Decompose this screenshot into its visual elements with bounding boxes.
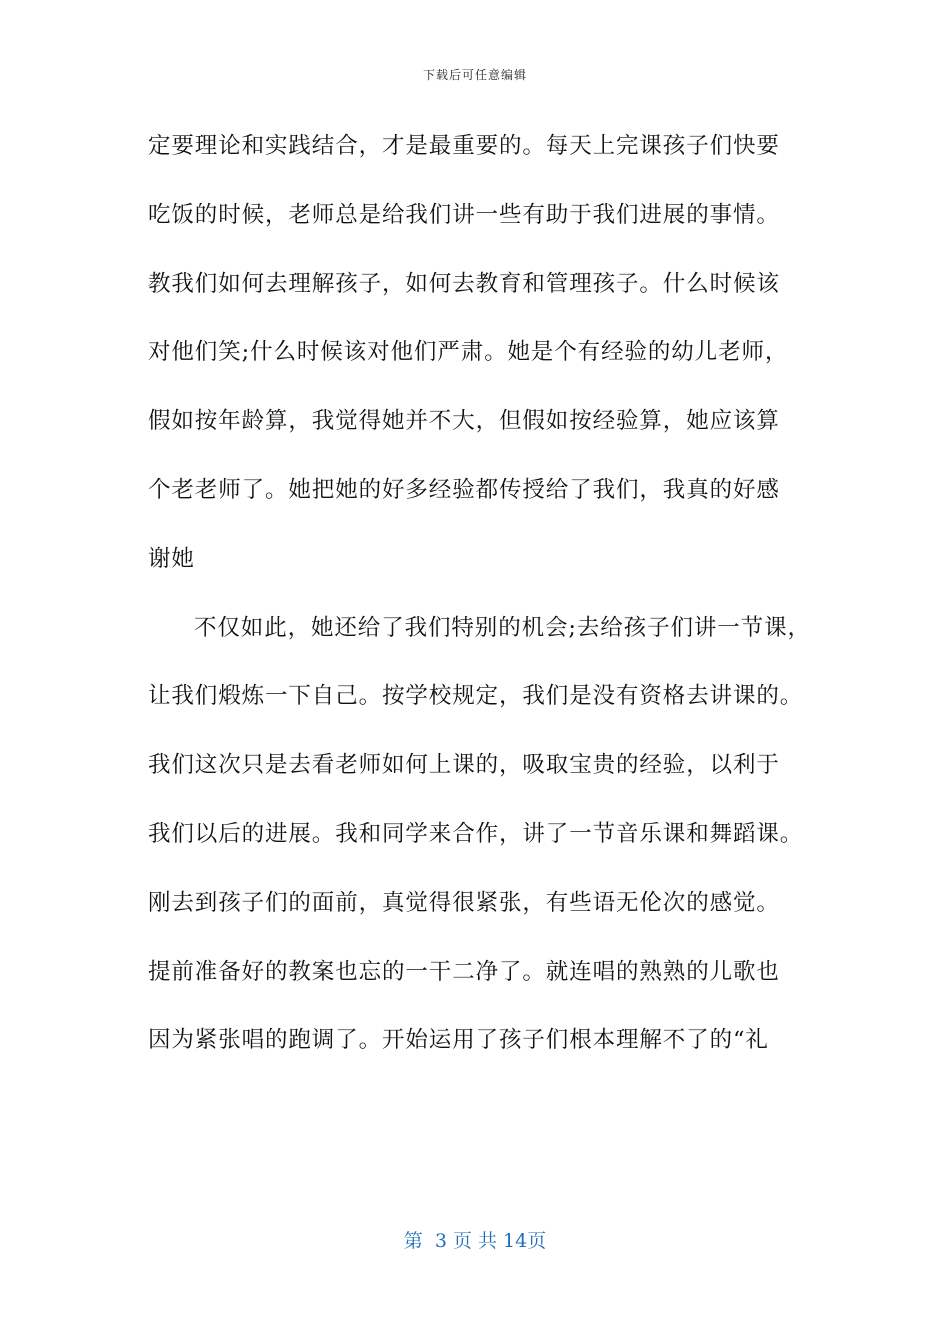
- text-line: 我们以后的进展。我和同学来合作，讲了一节音乐课和舞蹈课。: [148, 820, 804, 847]
- text-line: 吃饭的时候，老师总是给我们讲一些有助于我们进展的事情。: [148, 201, 780, 228]
- text-line: 因为紧张唱的跑调了。开始运用了孩子们根本理解不了的“礼: [148, 1027, 769, 1054]
- page-header: 下载后可任意编辑: [422, 68, 527, 82]
- body-text: [148, 126, 828, 1089]
- text-line: 对他们笑;什么时候该对他们严肃。她是个有经验的幼儿老师，: [148, 339, 789, 366]
- text-line: 我们这次只是去看老师如何上课的，吸取宝贵的经验，以利于: [148, 752, 780, 779]
- page-number-footer: 第 3 页 共 14页: [403, 1230, 547, 1252]
- text-line: 让我们煅炼一下自己。按学校规定，我们是没有资格去讲课的。: [148, 683, 804, 710]
- paragraph-start-line: 不仅如此，她还给了我们特别的机会;去给孩子们讲一节课，: [194, 614, 811, 641]
- text-line: 提前准备好的教案也忘的一干二净了。就连唱的熟熟的儿歌也: [148, 958, 780, 985]
- text-line: 个老老师了。她把她的好多经验都传授给了我们，我真的好感: [148, 476, 780, 503]
- text-line: 刚去到孩子们的面前，真觉得很紧张，有些语无伦次的感觉。: [148, 889, 780, 916]
- text-line: 教我们如何去理解孩子，如何去教育和管理孩子。什么时候该: [148, 270, 780, 297]
- text-line: 定要理论和实践结合，才是最重要的。每天上完课孩子们快要: [148, 133, 780, 159]
- text-line: 谢她: [148, 545, 195, 572]
- text-line: 假如按年龄算，我觉得她并不大，但假如按经验算，她应该算: [148, 408, 780, 435]
